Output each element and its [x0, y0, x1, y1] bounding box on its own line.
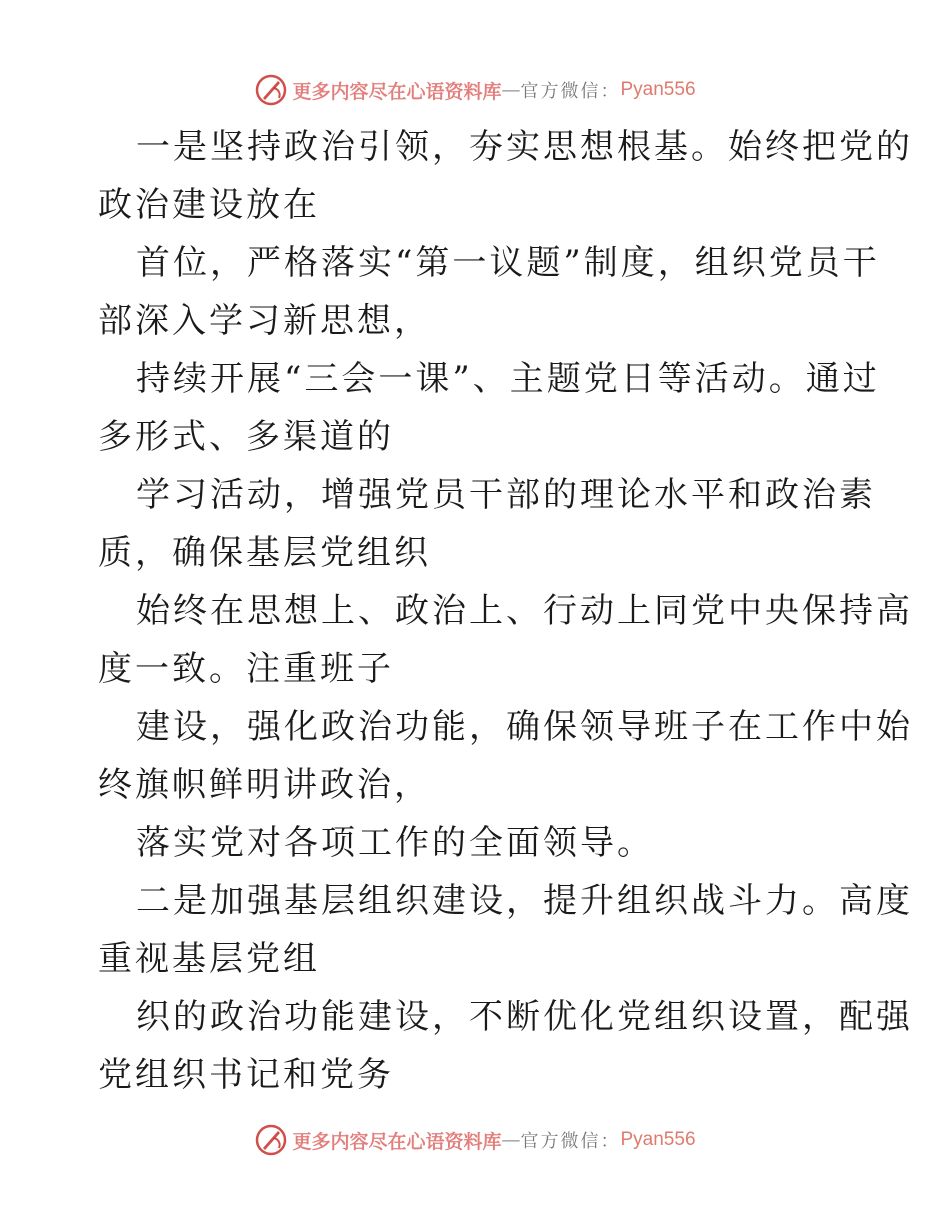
paragraph	[98, 118, 913, 234]
paragraph	[98, 988, 913, 1104]
text-line: 织的政治功能建设，不断优化党组织设置，配强	[136, 997, 913, 1037]
quill-logo-icon	[254, 73, 288, 107]
text-line: 学习活动，增强党员干部的理论水平和政治素	[136, 475, 876, 515]
text-line: 持续开展“三会一课”、主题党日等活动。通过	[136, 359, 880, 399]
text-line: 二是加强基层组织建设，提升组织战斗力。高度	[136, 881, 913, 921]
watermark-label: 官方微信：	[520, 81, 621, 102]
text-line: 度一致。注重班子	[98, 649, 394, 689]
paragraph	[98, 814, 858, 872]
text-line: 落实党对各项工作的全面领导。	[136, 823, 654, 863]
paragraph	[98, 350, 880, 466]
text-line: 始终在思想上、政治上、行动上同党中央保持高	[136, 591, 913, 631]
text-line: 重视基层党组	[98, 939, 320, 979]
watermark-separator: —	[501, 1129, 521, 1151]
text-line: 党组织书记和党务	[98, 1055, 394, 1095]
header-watermark	[0, 70, 950, 110]
text-line: 建设，强化政治功能，确保领导班子在工作中始	[136, 707, 913, 747]
text-line: 首位，严格落实“第一议题”制度，组织党员干	[136, 243, 880, 283]
watermark-separator: —	[501, 79, 521, 101]
footer-watermark	[0, 1120, 950, 1160]
paragraph	[98, 698, 913, 814]
paragraph	[98, 872, 913, 988]
text-line: 政治建设放在	[98, 185, 320, 225]
watermark-title: 更多内容尽在心语资料库	[292, 1130, 502, 1153]
text-line: 多形式、多渠道的	[98, 417, 394, 457]
paragraph	[98, 234, 880, 350]
text-line: 部深入学习新思想，	[98, 301, 431, 341]
text-line: 终旗帜鲜明讲政治，	[98, 765, 431, 805]
watermark-wechat-id: Pyan556	[620, 79, 696, 100]
text-line: 一是坚持政治引领，夯实思想根基。始终把党的	[136, 127, 913, 167]
watermark-title: 更多内容尽在心语资料库	[292, 80, 502, 103]
document-body	[98, 118, 913, 1104]
quill-logo-icon	[254, 1123, 288, 1157]
text-line: 质，确保基层党组织	[98, 533, 431, 573]
watermark-label: 官方微信：	[520, 1131, 621, 1152]
paragraph	[98, 582, 913, 698]
paragraph	[98, 466, 876, 582]
watermark-wechat-id: Pyan556	[620, 1129, 696, 1150]
